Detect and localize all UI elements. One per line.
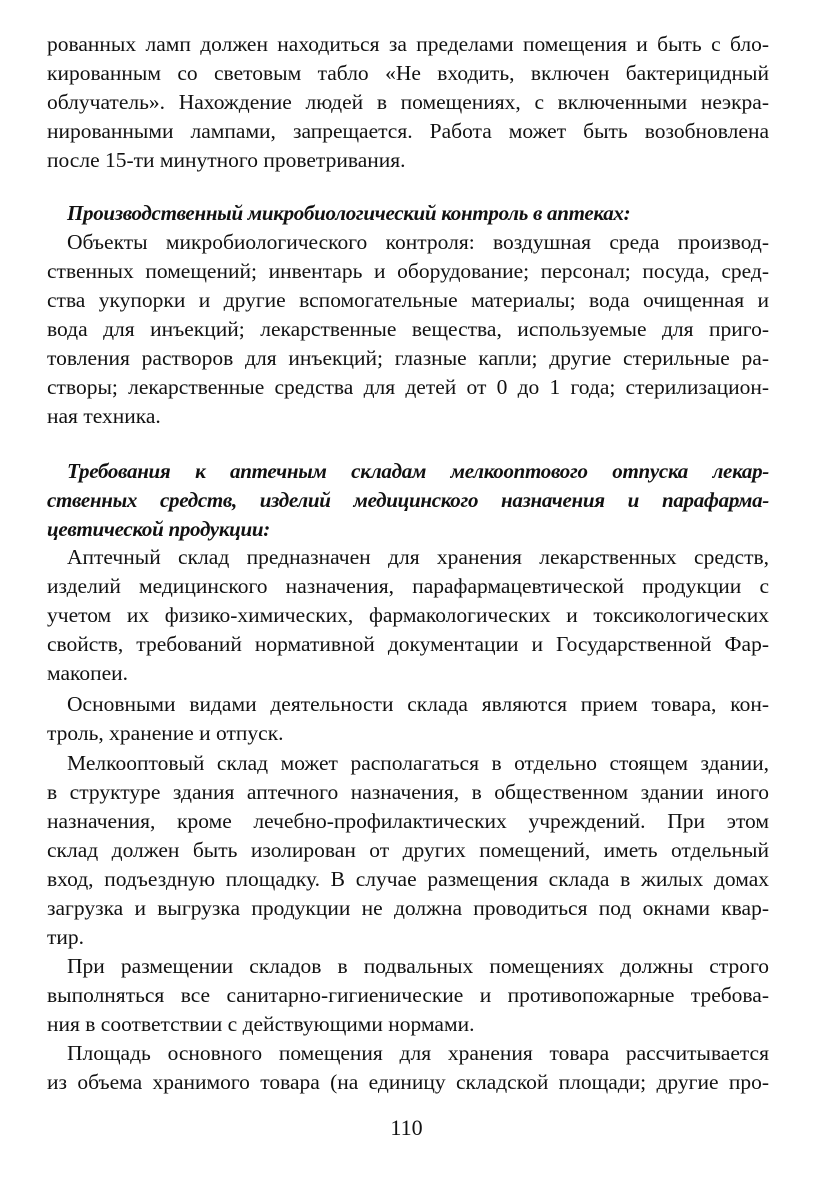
text-line: троль, хранение и отпуск. xyxy=(47,721,284,745)
page-number: 110 xyxy=(390,1115,423,1140)
text-line: нированными лампами, запрещается. Работа может быть возобновлена xyxy=(47,119,769,143)
section1-paragraph xyxy=(47,228,769,431)
text-line: вход, подъездную площадку. В случае размещения склада в жилых домах xyxy=(47,867,769,891)
top-paragraph xyxy=(47,30,769,175)
text-line: При размещении складов в подвальных помещениях должны строго xyxy=(67,954,769,978)
text-line: створы; лекарственные средства для детей от 0 до 1 года; стерилизацион- xyxy=(47,375,769,399)
section2-paragraph-4 xyxy=(47,952,769,1039)
heading-line: Требования к аптечным складам мелкооптового отпуска лекар- xyxy=(67,459,769,483)
text-line: из объема хранимого товара (на единицу складской площади; другие про- xyxy=(47,1070,769,1094)
text-line: Основными видами деятельности склада являются прием товара, кон- xyxy=(67,692,769,716)
text-line: свойств, требований нормативной документации и Государственной Фар- xyxy=(47,632,769,656)
section-heading-warehouse-requirements xyxy=(47,457,769,544)
section2-paragraph-1 xyxy=(47,543,769,688)
text-line: склад должен быть изолирован от других помещений, иметь отдельный xyxy=(47,838,769,862)
text-line: Мелкооптовый склад может располагаться в отдельно стоящем здании, xyxy=(67,751,769,775)
text-line: вода для инъекций; лекарственные вещества, используемые для приго- xyxy=(47,317,769,341)
section2-paragraph-2 xyxy=(47,690,769,748)
text-line: облучатель». Нахождение людей в помещениях, с включенными неэкра- xyxy=(47,90,769,114)
text-line: изделий медицинского назначения, парафармацевтической продукции с xyxy=(47,574,769,598)
text-line: ния в соответствии с действующими нормами. xyxy=(47,1012,475,1036)
section2-paragraph-5 xyxy=(47,1039,769,1097)
text-line: назначения, кроме лечебно-профилактических учреждений. При этом xyxy=(47,809,769,833)
text-line: макопеи. xyxy=(47,661,129,685)
text-line: рованных ламп должен находиться за пределами помещения и быть с бло- xyxy=(47,32,769,56)
text-line: ства укупорки и другие вспомогательные материалы; вода очищенная и xyxy=(47,288,769,312)
text-line: после 15-ти минутного проветривания. xyxy=(47,148,406,172)
text-line: кированным со световым табло «Не входить, включен бактерицидный xyxy=(47,61,769,85)
text-line: Аптечный склад предназначен для хранения лекарственных средств, xyxy=(67,545,769,569)
text-line: тир. xyxy=(47,925,85,949)
text-line: выполняться все санитарно-гигиенические и противопожарные требова- xyxy=(47,983,769,1007)
text-line: в структуре здания аптечного назначения, в общественном здании иного xyxy=(47,780,769,804)
section2-paragraph-3 xyxy=(47,749,769,952)
text-line: ная техника. xyxy=(47,404,161,428)
text-line: Объекты микробиологического контроля: воздушная среда производ- xyxy=(67,230,769,254)
text-line: товления растворов для инъекций; глазные капли; другие стерильные ра- xyxy=(47,346,769,370)
text-line: ственных помещений; инвентарь и оборудование; персонал; посуда, сред- xyxy=(47,259,769,283)
heading-line: Производственный микробиологический контроль в аптеках: xyxy=(67,201,631,225)
text-line: учетом их физико-химических, фармакологических и токсикологических xyxy=(47,603,769,627)
text-line: Площадь основного помещения для хранения товара рассчитывается xyxy=(67,1041,769,1065)
heading-line: цевтической продукции: xyxy=(47,517,270,541)
text-line: загрузка и выгрузка продукции не должна проводиться под окнами квар- xyxy=(47,896,769,920)
section-heading-microbiology-control xyxy=(47,199,769,228)
heading-line: ственных средств, изделий медицинского назначения и парафарма- xyxy=(47,488,769,512)
